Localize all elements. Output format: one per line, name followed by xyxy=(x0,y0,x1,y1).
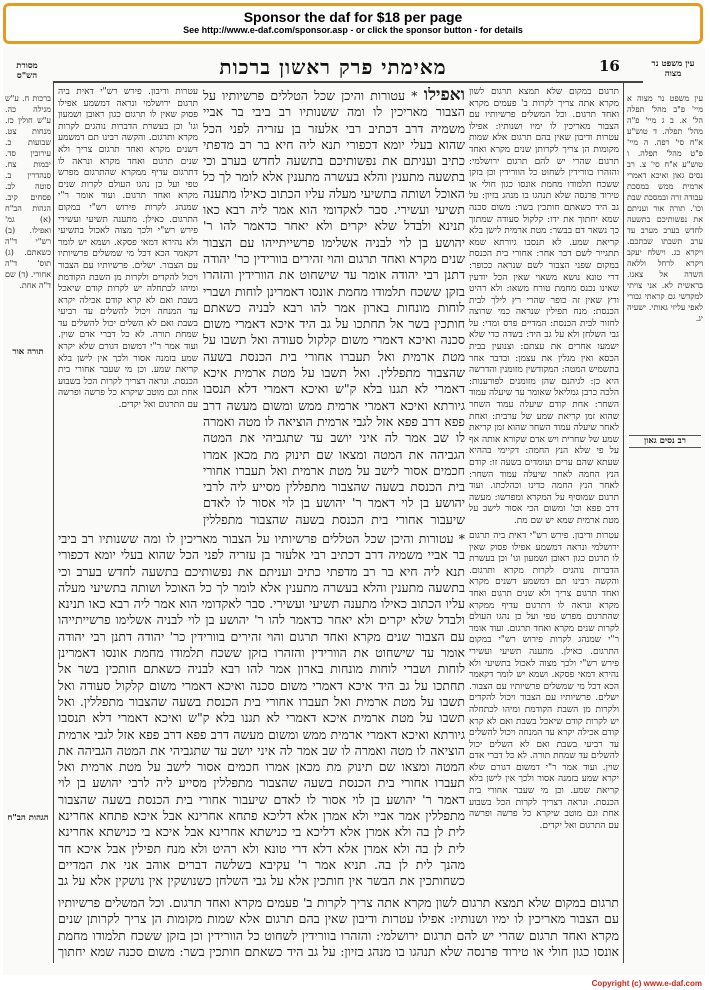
page-number: 16 xyxy=(599,57,620,75)
rashi-text: תרגום במקום שלא תמצא תרגום לשון מקרא אתה צריך לקרות ב' פעמים מקרא ואחד תרגום. וכל המשלים פרשיותיו עם הצבור מאריכין לו ימיו ושנותיו: אפילו עטרות ודיבון שאין בהם תרגום אלא שמות מקומות הן צריך לקרותן שנים מקרא ואחד תרגום שהרי יש להם תרגום ירושלמי: והזהרו בוורידין לשחוט כל הוורידין וכן בזקן ששכח תלמודו מחמת אונסו כגון חולי או טירוד פרנסה שלא תנהגו בו מנהג בזיון: על גב היד כשאתם חותכין בשר: משום סכנה שמא יחתוך את ידו: קלקול סעודה שמתוך כך נשאר דם בבשר: מטת ארמית לישן בלא קריאת שמע. לא תנסבו גיורתא שמא תתגייר לשם דבר אחר: אחורי בית הכנסת במקום שפני הצבור לשם שנראה ככופר: דרי טונא נושא משאוי שאין הכל יודעין שאינו נכנס מחמת טורח משאו: ולא רהיט ורץ שאין זה כופר שהרי רץ לילך לבית הכנסת: מנח תפילין שנראה כמי שרוצה לחזור לבית הכנסת: המדיים פרס ומדי: על גבי השלחן ולא על גב היד: בשדה כדי שלא ישמעו אחרים את עצתם: וצנועין בבית הכסא ואין מגלין את עצמן: ובדבר אחר בתשמיש המטה: המקודשין מזומנין והדרשה היא כן: לגיהנם שהן מזומנים לפורענות: הלכה כרבן גמליאל שאומר עד שיעלה עמוד השחר: אחת קודם שיעלה עמוד השחר שהוא זמן קריאת שמע של ערבית: ואחת לאחר שיעלה עמוד השחר שהוא זמן קריאת שמע של שחרית ויש אדם שקורא אותה אף על פי שלא הנץ החמה: דקיימי בההיא שעתא שהם ערים ועומדים בשעה זו: קודם הנץ החמה לאחר שיעלה עמוד השחר: לאחר הנץ החמה כדינו וכהלכתו. ועוד תרגום שמוסיף על המקרא ומפרשו: מעשה דרב פפא וכו' ומשום הכי אסור לישב על מטת ארמית שמא יש שם מת. xyxy=(469,87,619,526)
gemara-text-bottom: תרגום במקום שלא תמצא תרגום לשון מקרא אתה צריך לקרות ב' פעמים מקרא ואחד תרגום. וכל המשלים פרשיותיו עם הצבור מאריכין לו ימיו ושנותיו: אפילו עטרות ודיבון שאין בהם תרגום אלא שמות מקומות הן צריך לקרותן שנים מקרא ואחד תרגום שהרי יש להם תרגום ירושלמי: והזהרו בוורידין לשחוט כל הוורידין וכן בזקן ששכח תלמודו מחמת אונסו כגון חולי או טירוד פרנסה שלא תנהגו בו מנהג בזיון: על גב היד כשאתם חותכין בשר: משום סכנה שמא יחתוך xyxy=(58,895,619,959)
sponsor-banner-subtitle[interactable]: See http://www.e-daf.com/sponsor.asp - or click the sponsor button - for details xyxy=(183,25,523,35)
right-margin-rule xyxy=(623,83,624,963)
sponsor-banner[interactable] xyxy=(3,3,703,44)
gemara-column xyxy=(203,87,465,527)
header-rule xyxy=(53,81,643,83)
rashi-column-lower xyxy=(469,531,619,891)
talmud-page xyxy=(3,47,705,975)
copyright-footer[interactable]: Copyright (c) www.e-daf.com xyxy=(591,979,702,988)
left-margin-text: ברכות ח. ע"ש מגילה כה. ע"ש חולין כז. מנחות צט. שבועות כ. עירובין סד. יבמות צח. סנהדרין ב. סוטה לב. פסחים קיב. הגהות הב"ח (א) גמ' ואפילו. (ב) רש"י ד"ה כשאתם. (ג) תוס' ד"ה אחורי. (ד) שם ד"ה אחת. xyxy=(5,94,51,290)
gemara-text: * עטורות והיכן שכל הטללים פרשיותיו על הצבור מאריכין לו ומה ששנותיו רב ביבי בר אביי משמיה דרב דכתיב רבי אלעזר בן עזריה לפני הכל שהוא בעלי יומא דכפורי תנא ליה חיא בר רב מדפתי כתיב ועניתם את נפשותיכם בתשעה לחדש בערב וכי בתשעה מתענין והלא בעשרה מתענין אלא לומר לך כל האוכל ושותה בתשיעי מעלה עליו הכתוב כאילו מתענה תשיעי ועשירי. סבר לאקדומי הוא אמר ליה רבא כאו תנינא ולבדל שלא יקרים ולא יאחר כדאמר להו ר' יהושע בן לוי לבניה אשלימו פרשייתייהו עם הצבור שנים מקרא ואחד תרגום והוי זהירים בוורידין כר' יהודה דתנן רבי יהודה אומר עד שישחוט את הוורידין והזהרו בזקן ששכח תלמודו מחמת אונסו דאמרינן לוחות ושברי לוחות מונחות בארון אמר להו רבא לבניה כשאתם חותכין בשר אל תחתכו על גב היד איכא דאמרי משום סכנה ואיכא דאמרי משום קלקול סעודה ואל תשבו על מטת ארמית ואל תעברו אחורי בית הכנסת בשעה שהצבור מתפללין. ואל תשבו על מטת ארמית איכא דאמרי לא תגנו בלא ק"ש ואיכא דאמרי דלא תנסבו גיורתא ואיכא דאמרי ארמית ממש ומשום מעשה דרב פפא דרב פפא אזל לגבי ארמית הוציאה לו מטה ואמרה לו שב אמר לה איני יושב עד שתגביהי את המטה הגביהה את המטה ומצאו שם תינוק מת מכאן אמרו חכמים אסור לישב על מטת ארמית ואל תעברו אחורי בית הכנסת בשעה שהצבור מתפללין מסייע ליה לרבי יהושע בן לוי דאמר ר' יהושע בן לוי אסור לו לאדם שיעבור אחורי בית הכנסת בשעה שהצבור מתפללין xyxy=(203,88,465,527)
gemara-column-lower xyxy=(58,531,465,891)
left-margin-rule xyxy=(53,83,54,963)
rav-nissim-gaon-label: רב נסים גאון xyxy=(629,435,701,448)
rashi-text-lower: עטרות ודיבון. פירש רש"י דאית ביה תרגום ירושלמי ונראה דמשמע אפילו פסוק שאין לו תרגום כגון ראובן ושמעון וגו' וכן בעשרת הדברות נוהגים לקרות מקרא ותרגום. והקשה רבינו תם דמשמע דשנים מקרא ואחד תרגום צריך ולא שנים תרגום ואחד מקרא ונראה לו דתרגום עדיף ממקרא שהתרגום מפרש טפי ועל כן נהגו העולם לקרות שנים מקרא ואחד תרגום. ועוד אומר ר"י שמנהג לקרות פירוש רש"י במקום התרגום. כאילן. מתענה תשיעי ועשירי פירש רש"י ולכך מצוה לאכול בתשיעי ולא נהירא דמאי פסקא. ושמא יש לומר דקאמר הכא דכל מי שמשלים פרשיותיו עם הצבור. ישלים. פרשיותיו עם הצבור ויכול להקדים ולקרות מן השבת הקודמת ומיהו לכתחלה יש לקרות קודם שיאכל בשבת ואם לא קרא קודם אכילה יקרא עד המנחה ויכול להשלים עד רביעי בשבת ואם לא השלים יכול להשלים עד שמחת תורה. לא כל דברי אדם שוין. ועוד אמר ר"י דמשום דגורם שלא יקרא שמע בזמנה אסור ולכך אין לישן בלא קריאת שמע. וכן מי שעבר אחורי בית הכנסת. ונראה דצריך לקרות הכל בשבוע אחת וגם מוטב שיקרא כל פרשה ופרשה עם התרגום ואל יקדים. xyxy=(469,531,619,831)
masoret-hashas-label: מסורת הש"ס xyxy=(16,61,38,81)
page-header xyxy=(3,55,705,79)
hagahot-label: הגהות הב"ח xyxy=(7,813,49,823)
torah-or-label: תורה אור xyxy=(7,347,49,358)
rashi-column xyxy=(469,87,619,527)
sponsor-banner-title[interactable]: Sponsor the daf for $18 per page xyxy=(243,9,463,25)
gemara-lead-word: ואפילו xyxy=(423,87,465,105)
tosafot-column xyxy=(58,87,198,527)
right-margin-text: עין משפט נר מצוה א מיי' פ"ב מהל' תפלה הל' א. ב ג מיי' פ"ה מהל' תפלה. ד טוש"ע א"ח סי' רפה. ה מיי' פ"ט מהל' תפלה. ו טוש"ע א"ח סי' צ. רב נסים גאון ואיכא דאמרי ארמית ממש במסכת עבודה זרה ובמסכת שבת וכו'. תורה אור ועניתם את נפשותיכם בתשעה לחדש בערב מערב עד ערב תשבתו שבתכם. ויקרא כג. וישלח יעקב ויקרא לרחל וללאה השדה אל צאנו. בראשית לא. אני צויתי למקדשי גם קראתי גבורי לאפי עליזי גאותי. ישעיה יג. xyxy=(627,94,703,323)
gemara-text-lower: * עטורות והיכן שכל הטללים פרשיותיו על הצבור מאריכין לו ומה ששנותיו רב ביבי בר אביי משמיה דרב דכתיב רבי אלעזר בן עזריה לפני הכל שהוא בעלי יומא דכפורי תנא ליה חיא בר רב מדפתי כתיב ועניתם את נפשותיכם בתשעה לחדש בערב וכי בתשעה מתענין והלא בעשרה מתענין אלא לומר לך כל האוכל ושותה בתשיעי מעלה עליו הכתוב כאילו מתענה תשיעי ועשירי. סבר לאקדומי הוא אמר ליה רבא כאו תנינא ולבדל שלא יקרים ולא יאחר כדאמר להו ר' יהושע בן לוי לבניה אשלימו פרשייתייהו עם הצבור שנים מקרא ואחד תרגום והוי זהירים בוורידין כר' יהודה דתנן רבי יהודה אומר עד שישחוט את הוורידין והזהרו בזקן ששכח תלמודו מחמת אונסו דאמרינן לוחות ושברי לוחות מונחות בארון אמר להו רבא לבניה כשאתם חותכין בשר אל תחתכו על גב היד איכא דאמרי משום סכנה ואיכא דאמרי משום קלקול סעודה ואל תשבו על מטת ארמית ואל תעברו אחורי בית הכנסת בשעה שהצבור מתפללין. ואל תשבו על מטת ארמית איכא דאמרי לא תגנו בלא ק"ש ואיכא דאמרי דלא תנסבו גיורתא ואיכא דאמרי ארמית ממש ומשום מעשה דרב פפא דרב פפא אזל לגבי ארמית הוציאה לו מטה ואמרה לו שב אמר לה איני יושב עד שתגביהי את המטה הגביהה את המטה ומצאו שם תינוק מת מכאן אמרו חכמים אסור לישב על מטת ארמית ואל תעברו אחורי בית הכנסת בשעה שהצבור מתפללין מסייע ליה לרבי יהושע בן לוי דאמר ר' יהושע בן לוי אסור לו לאדם שיעבור אחורי בית הכנסת בשעה שהצבור מתפללין אמר אביי ולא אמרן אלא דליכא פתחא אחרינא אבל איכא פתחא אחרינא לית לן בה ולא אמרן אלא דליכא בי כנישתא אחרינא אבל איכא בי כנישתא אחרינא לית לן בה ולא אמרן אלא דלא דרי טונא ולא רהיט ולא מנח תפילין אבל איכא חד מהנך לית לן בה. תניא אמר ר' עקיבא בשלשה דברים אוהב אני את המדיים כשחותכין את הבשר אין חותכין אלא על גבי השלחן כשנושקין אין נושקין אלא על גב xyxy=(58,531,465,889)
page-header-title: מאימתי פרק ראשון ברכות xyxy=(219,55,447,79)
gemara-column-bottom xyxy=(58,895,619,961)
ein-mishpat-label: עין משפט נר מצוה xyxy=(651,59,695,79)
tosafot-text: עטרות ודיבון. פירש רש"י דאית ביה תרגום ירושלמי ונראה דמשמע אפילו פסוק שאין לו תרגום כגון ראובן ושמעון וגו' וכן בעשרת הדברות נוהגים לקרות מקרא ותרגום. והקשה רבינו תם דמשמע דשנים מקרא ואחד תרגום צריך ולא שנים תרגום ואחד מקרא ונראה לו דתרגום עדיף ממקרא שהתרגום מפרש טפי ועל כן נהגו העולם לקרות שנים מקרא ואחד תרגום. ועוד אומר ר"י שמנהג לקרות פירוש רש"י במקום התרגום. כאילן. מתענה תשיעי ועשירי פירש רש"י ולכך מצוה לאכול בתשיעי ולא נהירא דמאי פסקא. ושמא יש לומר דקאמר הכא דכל מי שמשלים פרשיותיו עם הצבור. ישלים. פרשיותיו עם הצבור ויכול להקדים ולקרות מן השבת הקודמת ומיהו לכתחלה יש לקרות קודם שיאכל בשבת ואם לא קרא קודם אכילה יקרא עד המנחה ויכול להשלים עד רביעי בשבת ואם לא השלים יכול להשלים עד שמחת תורה. לא כל דברי אדם שוין. ועוד אמר ר"י דמשום דגורם שלא יקרא שמע בזמנה אסור ולכך אין לישן בלא קריאת שמע. וכן מי שעבר אחורי בית הכנסת. ונראה דצריך לקרות הכל בשבוע אחת וגם מוטב שיקרא כל פרשה ופרשה עם התרגום ואל יקדים. xyxy=(58,87,198,411)
